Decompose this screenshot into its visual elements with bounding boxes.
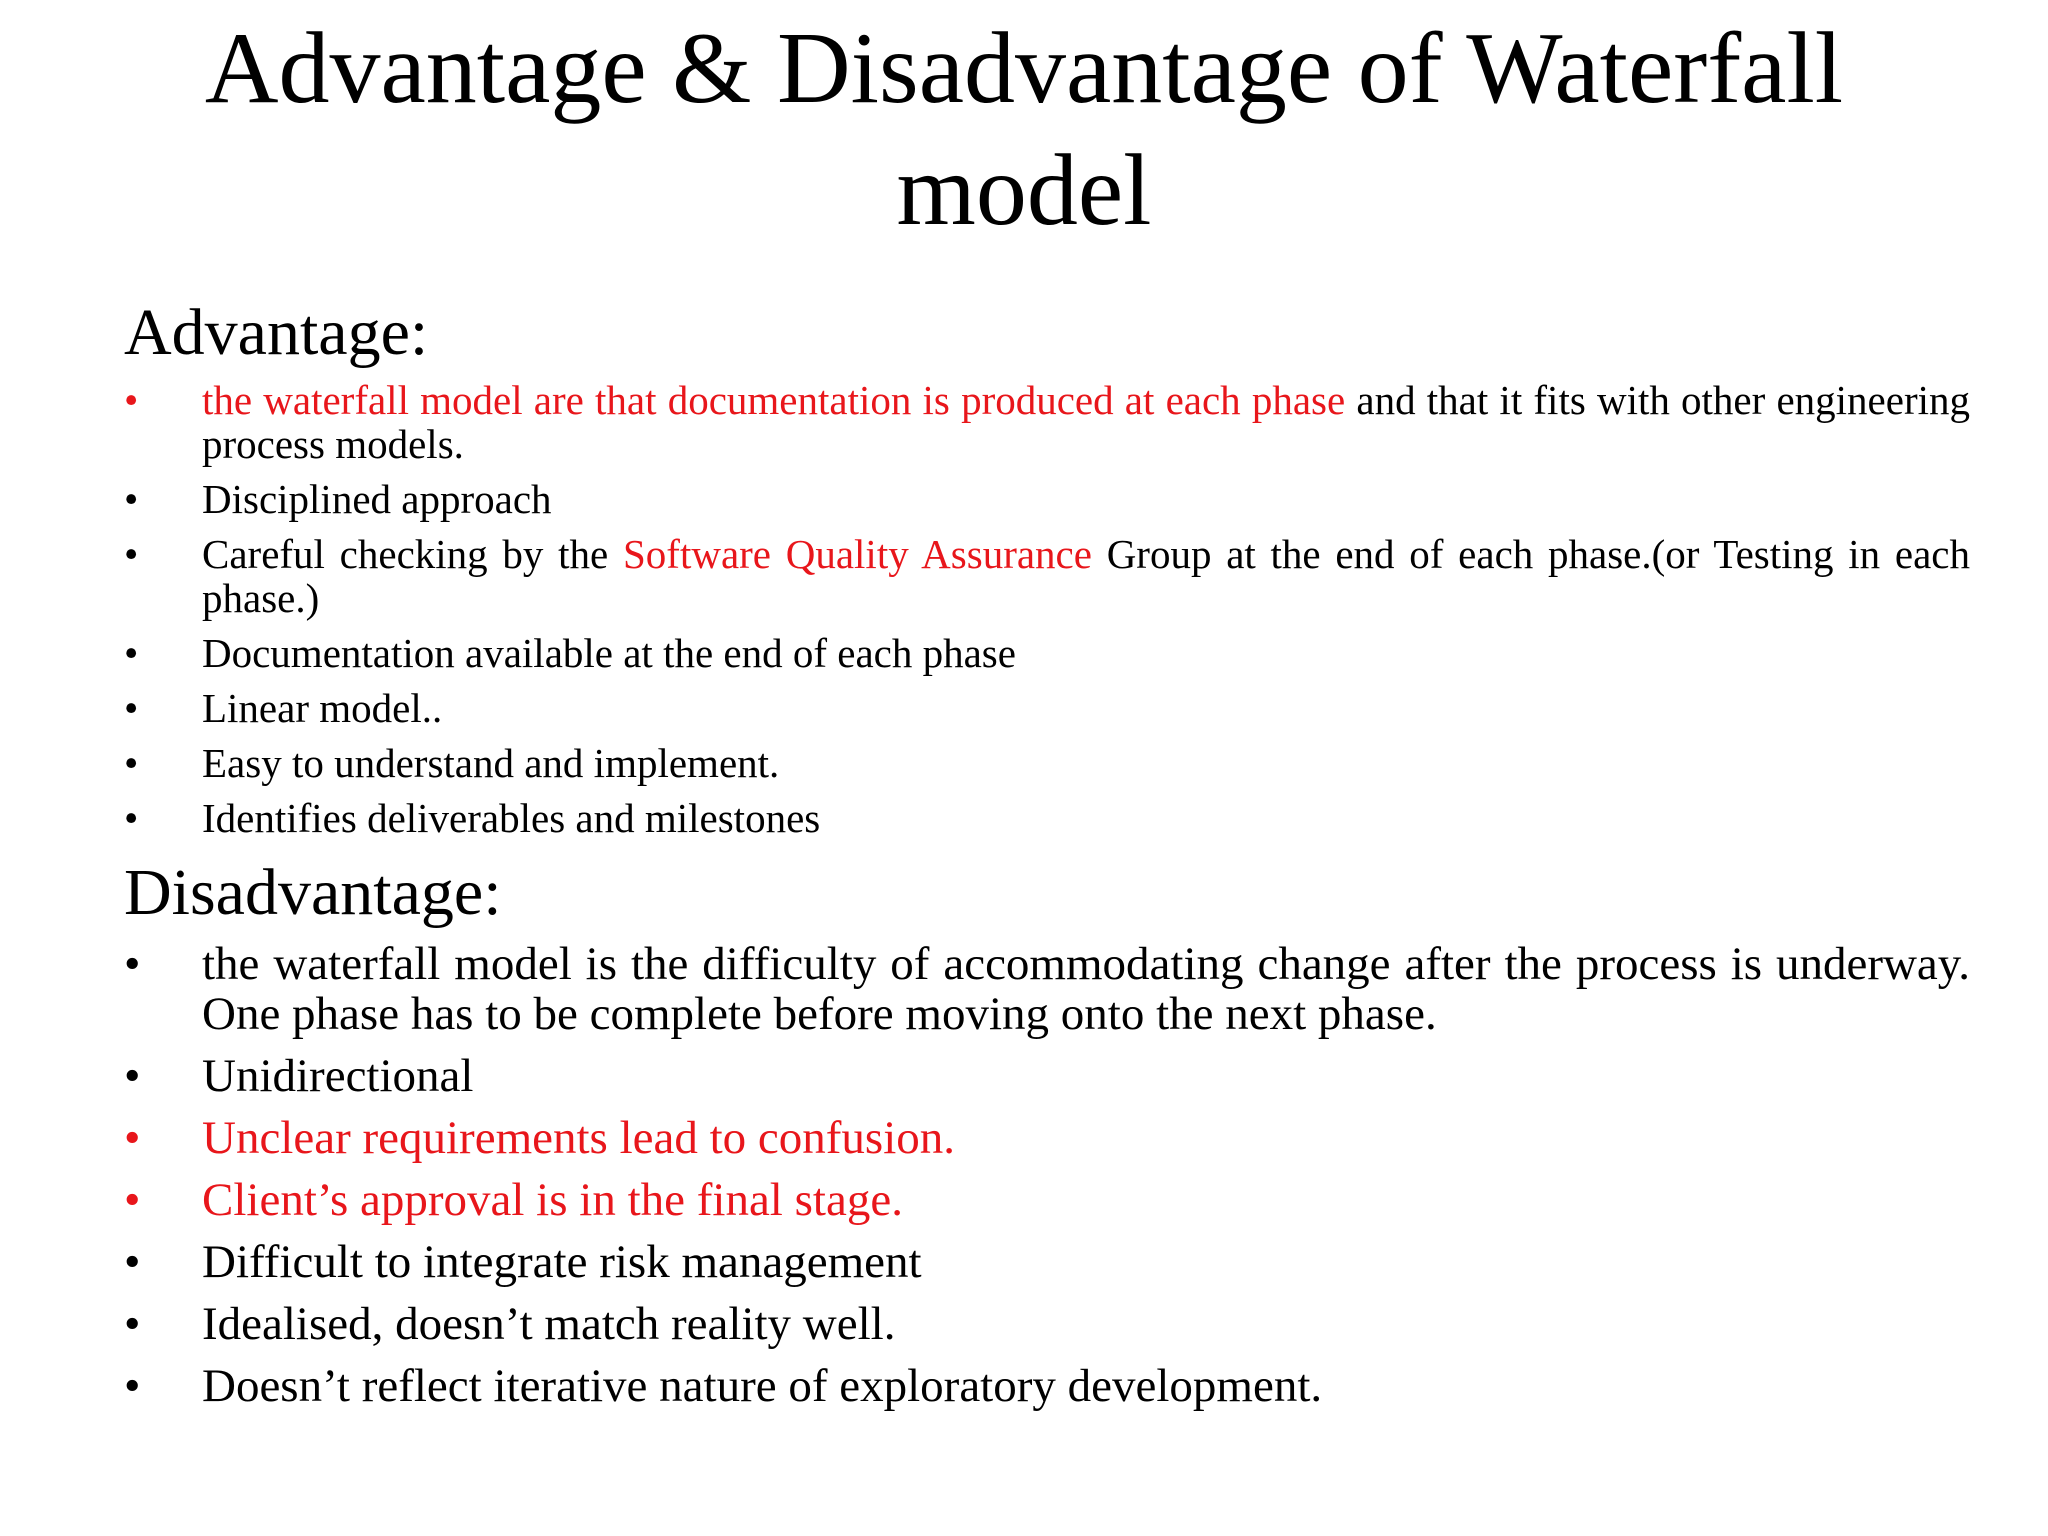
disadvantage-item-6 xyxy=(124,1299,1970,1349)
bullet-icon: • xyxy=(124,630,139,676)
disadvantage-item-1-text: the waterfall model is the difficulty of accommodating change after the process is underway. One phase has to be complete before moving onto the next phase. xyxy=(202,938,1970,1040)
advantage-item-1 xyxy=(124,378,1970,466)
bullet-icon: • xyxy=(124,476,139,522)
bullet-icon: • xyxy=(124,795,139,841)
disadvantage-item-2-text: Unidirectional xyxy=(202,1050,474,1102)
disadvantage-heading: Disadvantage: xyxy=(124,856,502,929)
bullet-icon: • xyxy=(124,1236,141,1288)
advantage-item-6-text: Easy to understand and implement. xyxy=(202,740,780,786)
advantage-item-1-highlight: the waterfall model are that documentation is produced at each phase xyxy=(202,377,1346,423)
advantage-item-3-highlight: Software Quality Assurance xyxy=(622,531,1092,577)
disadvantage-item-3 xyxy=(124,1113,1970,1163)
bullet-icon: • xyxy=(124,1298,141,1350)
advantage-item-5 xyxy=(124,686,1970,730)
disadvantage-item-4-text: Client’s approval is in the final stage. xyxy=(202,1174,903,1226)
disadvantage-item-5-text: Difficult to integrate risk management xyxy=(202,1236,922,1288)
slide-title-line-2: model xyxy=(896,134,1152,247)
disadvantage-item-3-text: Unclear requirements lead to confusion. xyxy=(202,1112,956,1164)
disadvantage-item-7 xyxy=(124,1361,1970,1411)
disadvantage-item-1 xyxy=(124,939,1970,1039)
advantage-item-2 xyxy=(124,477,1970,521)
bullet-icon: • xyxy=(124,740,139,786)
advantage-item-1-text: and that it fits with other engineering process models. xyxy=(202,377,1970,467)
advantage-item-6 xyxy=(124,741,1970,785)
bullet-icon: • xyxy=(124,685,139,731)
bullet-icon: • xyxy=(124,1174,141,1226)
advantage-item-4-text: Documentation available at the end of each phase xyxy=(202,630,1016,676)
advantage-item-5-text: Linear model.. xyxy=(202,685,443,731)
advantage-item-3-text: Group at the end of each phase.(or Testing in each phase.) xyxy=(202,531,1970,621)
left-margin xyxy=(0,0,118,1536)
bullet-icon: • xyxy=(124,938,141,990)
disadvantage-item-7-text: Doesn’t reflect iterative nature of exploratory development. xyxy=(202,1360,1323,1412)
disadvantage-item-5 xyxy=(124,1237,1970,1287)
advantage-item-4 xyxy=(124,631,1970,675)
bullet-icon: • xyxy=(124,1360,141,1412)
bullet-icon: • xyxy=(124,1112,141,1164)
disadvantage-item-2 xyxy=(124,1051,1970,1101)
bullet-icon: • xyxy=(124,377,139,423)
advantage-item-3-text-pre: Careful checking by the xyxy=(202,531,623,577)
slide-title xyxy=(120,8,1928,252)
disadvantage-list xyxy=(124,939,1970,1423)
slide-title-line-1: Advantage & Disadvantage of Waterfall xyxy=(204,12,1844,125)
bullet-icon: • xyxy=(124,531,139,577)
advantage-item-7 xyxy=(124,796,1970,840)
advantage-heading: Advantage: xyxy=(124,296,429,369)
disadvantage-item-4 xyxy=(124,1175,1970,1225)
advantage-item-7-text: Identifies deliverables and milestones xyxy=(202,795,821,841)
advantage-item-2-text: Disciplined approach xyxy=(202,476,552,522)
disadvantage-item-6-text: Idealised, doesn’t match reality well. xyxy=(202,1298,896,1350)
bullet-icon: • xyxy=(124,1050,141,1102)
advantage-item-3 xyxy=(124,532,1970,620)
advantage-list xyxy=(124,378,1970,851)
